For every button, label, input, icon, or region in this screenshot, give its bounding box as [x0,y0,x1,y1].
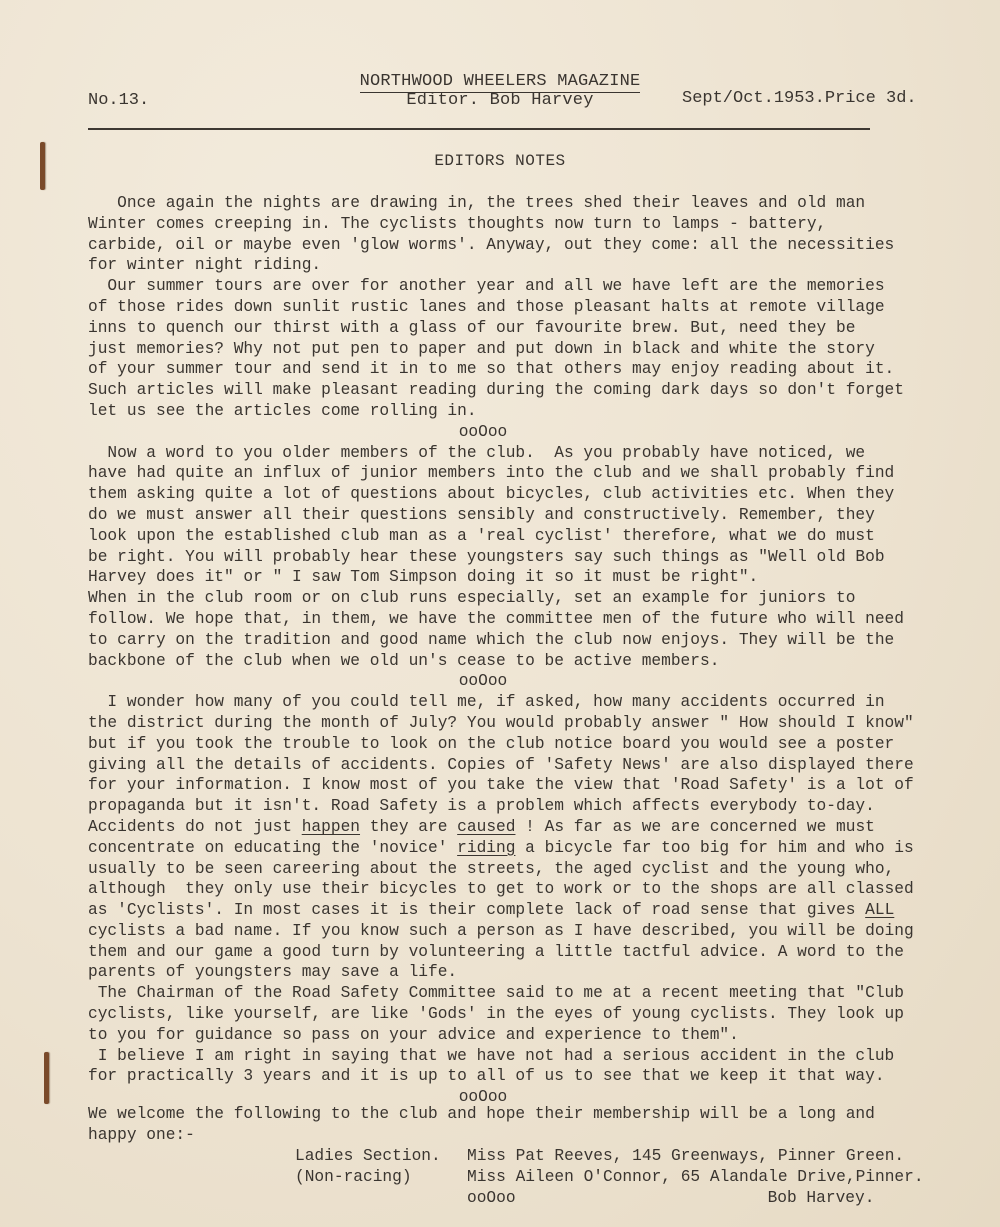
text-line: When in the club room or on club runs especially, set an example for juniors to [88,589,856,608]
separator: ooOoo [458,422,508,441]
underlined-word-riding: riding [457,838,516,857]
text-segment: Accidents do not just [88,817,302,836]
text-line: do we must answer all their questions sensibly and constructively. Remember, they [88,505,875,524]
list-item [295,1146,924,1167]
header-rule [88,128,870,130]
text-line: have had quite an influx of junior members into the club and we shall probably find [88,464,895,483]
issue-number: No.13. [88,91,150,110]
text-line: backbone of the club when we old un's cease to be active members. [88,651,720,670]
section-label: Ladies Section. [295,1147,441,1165]
staple-bottom [44,1052,49,1104]
text-line: Once again the nights are drawing in, the trees shed their leaves and old man [88,194,866,212]
text-line: Harvey does it" or " I saw Tom Simpson doing it so it must be right". [88,568,759,587]
signature: Bob Harvey. [767,1188,875,1207]
text-line: We welcome the following to the club and hope their membership will be a long and [88,1105,875,1123]
text-line: I believe I am right in saying that we have not had a serious accident in the club [88,1046,895,1065]
paragraph-2 [88,276,968,422]
text-line: The Chairman of the Road Safety Committee said to me at a recent meeting that "Club [88,984,904,1003]
text-segment: they are [360,817,458,836]
section-label: (Non-racing) [295,1167,412,1186]
welcome-paragraph [88,1104,968,1146]
list-item [295,1167,924,1188]
paragraph-6 [88,1046,968,1088]
text-line: happy one:- [88,1125,195,1144]
text-line: follow. We hope that, in them, we have the committee men of the future who will need [88,609,904,628]
text-line [88,817,968,838]
text-line: for your information. I know most of you take the view that 'Road Safety' is a lot of [88,776,914,795]
text-line: them asking quite a lot of questions about bicycles, club activities etc. When they [88,485,895,504]
text-line: giving all the details of accidents. Copies of 'Safety News' are also displayed there [88,755,914,774]
underlined-word-all: ALL [865,901,895,920]
separator: ooOoo [467,1188,516,1207]
text-line: cyclists, like yourself, are like 'Gods' in the eyes of young cyclists. They look up [88,1005,904,1024]
paragraph-5 [88,983,968,1045]
text-segment: ! As far as we are concerned we must [515,817,875,836]
separator: ooOoo [458,1088,508,1107]
paragraph-1 [88,193,968,276]
text-segment: concentrate on educating the 'novice' [88,838,458,857]
text-line: for winter night riding. [88,256,322,275]
paragraph-4 [88,692,968,983]
text-line: propaganda but it isn't. Road Safety is a problem which affects everybody to-day. [88,797,875,816]
member-entry: Miss Aileen O'Connor, 65 Alandale Drive,Pinner. [467,1167,924,1186]
underlined-word-caused: caused [457,817,516,836]
text-line: just memories? Why not put pen to paper and put down in black and white the story [88,339,875,358]
text-line [88,900,968,921]
text-line: let us see the articles come rolling in. [88,401,477,420]
page-title: EDITORS NOTES [434,152,566,170]
text-segment: a bicycle far too big for him and who is [515,838,914,857]
text-line: of your summer tour and send it in to me so that others may enjoy reading about it. [88,360,895,379]
text-line: look upon the established club man as a 'real cyclist' therefore, what we do must [88,526,875,545]
text-line: Now a word to you older members of the club. As you probably have noticed, we [88,443,866,462]
text-line: I wonder how many of you could tell me, if asked, how many accidents occurred in [88,693,885,712]
member-entry: Miss Pat Reeves, 145 Greenways, Pinner Green. [467,1147,905,1165]
text-line: be right. You will probably hear these youngsters say such things as "Well old Bob [88,547,885,566]
text-line: to you for guidance so pass on your advice and experience to them". [88,1025,739,1044]
new-members-list [295,1146,924,1208]
text-line: although they only use their bicycles to get to work or to the shops are all classed [88,880,914,899]
underlined-word-happen: happen [301,817,361,836]
date-price: Sept/Oct.1953.Price 3d. [682,89,917,108]
separator: ooOoo [458,672,508,691]
text-line: carbide, oil or maybe even 'glow worms'. Anyway, out they come: all the necessities [88,235,895,254]
text-line: the district during the month of July? You would probably answer " How should I know" [88,713,914,732]
text-line: Our summer tours are over for another year and all we have left are the memories [88,277,885,296]
text-line: to carry on the tradition and good name which the club now enjoys. They will be the [88,630,895,649]
text-line: parents of youngsters may save a life. [88,963,458,982]
text-line: usually to be seen careering about the streets, the aged cyclist and the young who, [88,859,895,878]
list-item [295,1188,924,1209]
magazine-title: NORTHWOOD WHEELERS MAGAZINE [359,72,641,91]
text-line: of those rides down sunlit rustic lanes and those pleasant halts at remote village [88,297,885,316]
text-line: cyclists a bad name. If you know such a person as I have described, you will be doing [88,921,914,940]
paragraph-3 [88,443,968,672]
editor-line: Editor. Bob Harvey [406,91,594,110]
text-line: inns to quench our thirst with a glass of our favourite brew. But, need they be [88,318,856,337]
text-line: Winter comes creeping in. The cyclists thoughts now turn to lamps - battery, [88,214,827,233]
text-line: for practically 3 years and it is up to all of us to see that we keep it that way. [88,1067,885,1086]
text-line: them and our game a good turn by volunteering a little tactful advice. A word to the [88,942,904,961]
text-segment: as 'Cyclists'. In most cases it is their complete lack of road sense that gives [88,901,866,920]
text-line: but if you took the trouble to look on the club notice board you would see a poster [88,734,895,753]
text-line: Such articles will make pleasant reading during the coming dark days so don't forget [88,381,904,400]
article-body [88,193,968,1108]
text-line [88,838,968,859]
